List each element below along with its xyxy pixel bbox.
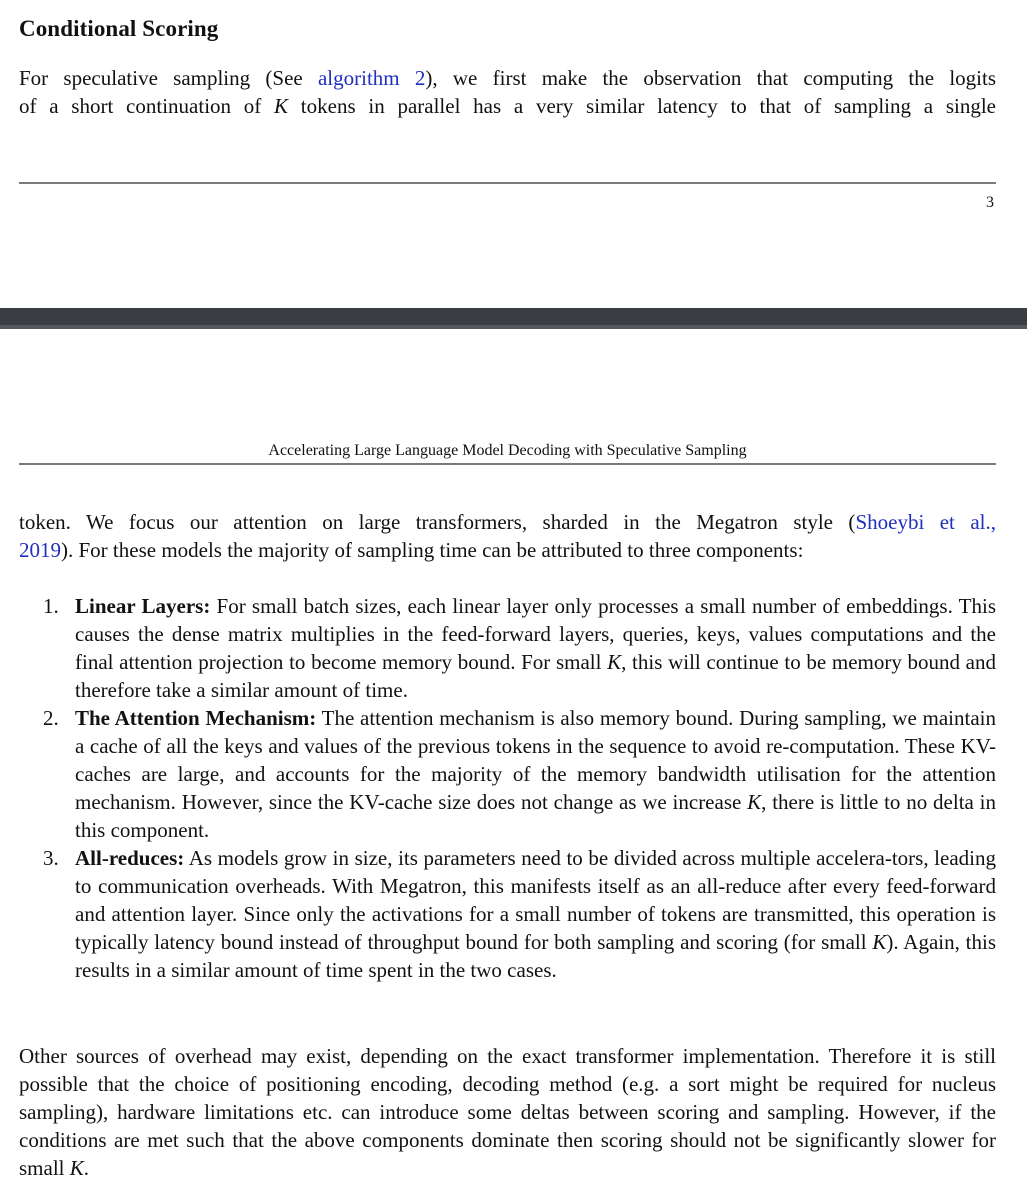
text-run: tokens in parallel has a very similar latency to that of sampling a single [288,94,996,118]
pdf-page-3 [0,0,1027,308]
math-var: K [274,94,289,118]
paragraph-line [19,508,996,536]
text-run: For speculative sampling (See [19,66,318,90]
list-number: 3. [43,846,59,870]
closing-paragraph [19,1042,996,1182]
list-item-lead: Linear Layers: [75,594,211,618]
math-var: K [69,1156,84,1180]
text-run: The attention mechanism is also memory bound. During sampling, we maintain a cache of all the keys and values of the previous tokens in the sequence to avoid re-computation. These KV-caches are large, and accounts for the majority of the memory bandwidth utilisation for the attention mechanism. However, since the KV-cache size does not change as we increase [75,706,996,814]
paragraph-line [19,536,996,564]
section-heading: Conditional Scoring [19,16,219,41]
text-run: token. We focus our attention on large transformers, sharded in the Megatron style ( [19,510,856,534]
text-run: ). Again, this results in a similar amount of time spent in the two cases. [75,930,997,982]
running-header: Accelerating Large Language Model Decoding with Speculative Sampling [268,442,747,459]
citation-link-year[interactable]: 2019 [19,538,61,562]
text-run: . [83,1156,90,1180]
list-item [19,592,996,704]
list-number: 1. [43,594,59,618]
list-item [19,704,996,844]
page-separator [0,308,1027,329]
math-var: K [607,650,622,674]
text-run: , there is little to no delta in this component. [75,790,997,842]
text-run: ), we first make the observation that computing the logits [425,66,997,90]
text-run: of a short continuation of [19,94,275,118]
header-rule [19,463,996,465]
citation-link[interactable]: Shoeybi et al., [855,510,996,534]
list-item-text [75,704,996,844]
text-run: , this will continue to be memory bound and therefore take a similar amount of time. [75,650,996,702]
components-list [19,592,996,984]
text-run: ). For these models the majority of sampling time can be attributed to three components: [61,538,804,562]
text-run: For small batch sizes, each linear layer only processes a small number of embeddings. This causes the dense matrix multiplies in the feed-forward layers, queries, keys, values computations and the final attention projection to become memory bound. For small [75,594,996,674]
math-var: K [747,790,762,814]
footer-rule [19,182,996,184]
page-number: 3 [986,194,994,211]
list-item-text [75,592,996,704]
math-var: K [872,930,887,954]
list-item-lead: All-reduces: [75,846,185,870]
list-item [19,844,996,984]
paragraph-line [19,92,996,120]
list-item-lead: The Attention Mechanism: [75,706,317,730]
list-item-text [75,844,996,984]
algorithm-link[interactable]: algorithm 2 [317,66,426,90]
text-run: Other sources of overhead may exist, depending on the exact transformer implementation. Therefore it is still possible that the choice of positioning encoding, decoding method (e.g. a sort might be required for nucleus sampling), hardware limitations etc. can introduce some deltas between scoring and sampling. However, if the conditions are met such that the above components dominate then scoring should not be significantly slower for small [19,1044,996,1180]
list-number: 2. [43,706,59,730]
text-run: As models grow in size, its parameters need to be divided across multiple accelera-tors, leading to communication overheads. With Megatron, this manifests itself as an all-reduce after every feed-forward and attention layer. Since only the activations for a small number of tokens are transmitted, this operation is typically latency bound instead of throughput bound for both sampling and scoring (for small [75,846,996,954]
paragraph-line [19,64,996,92]
